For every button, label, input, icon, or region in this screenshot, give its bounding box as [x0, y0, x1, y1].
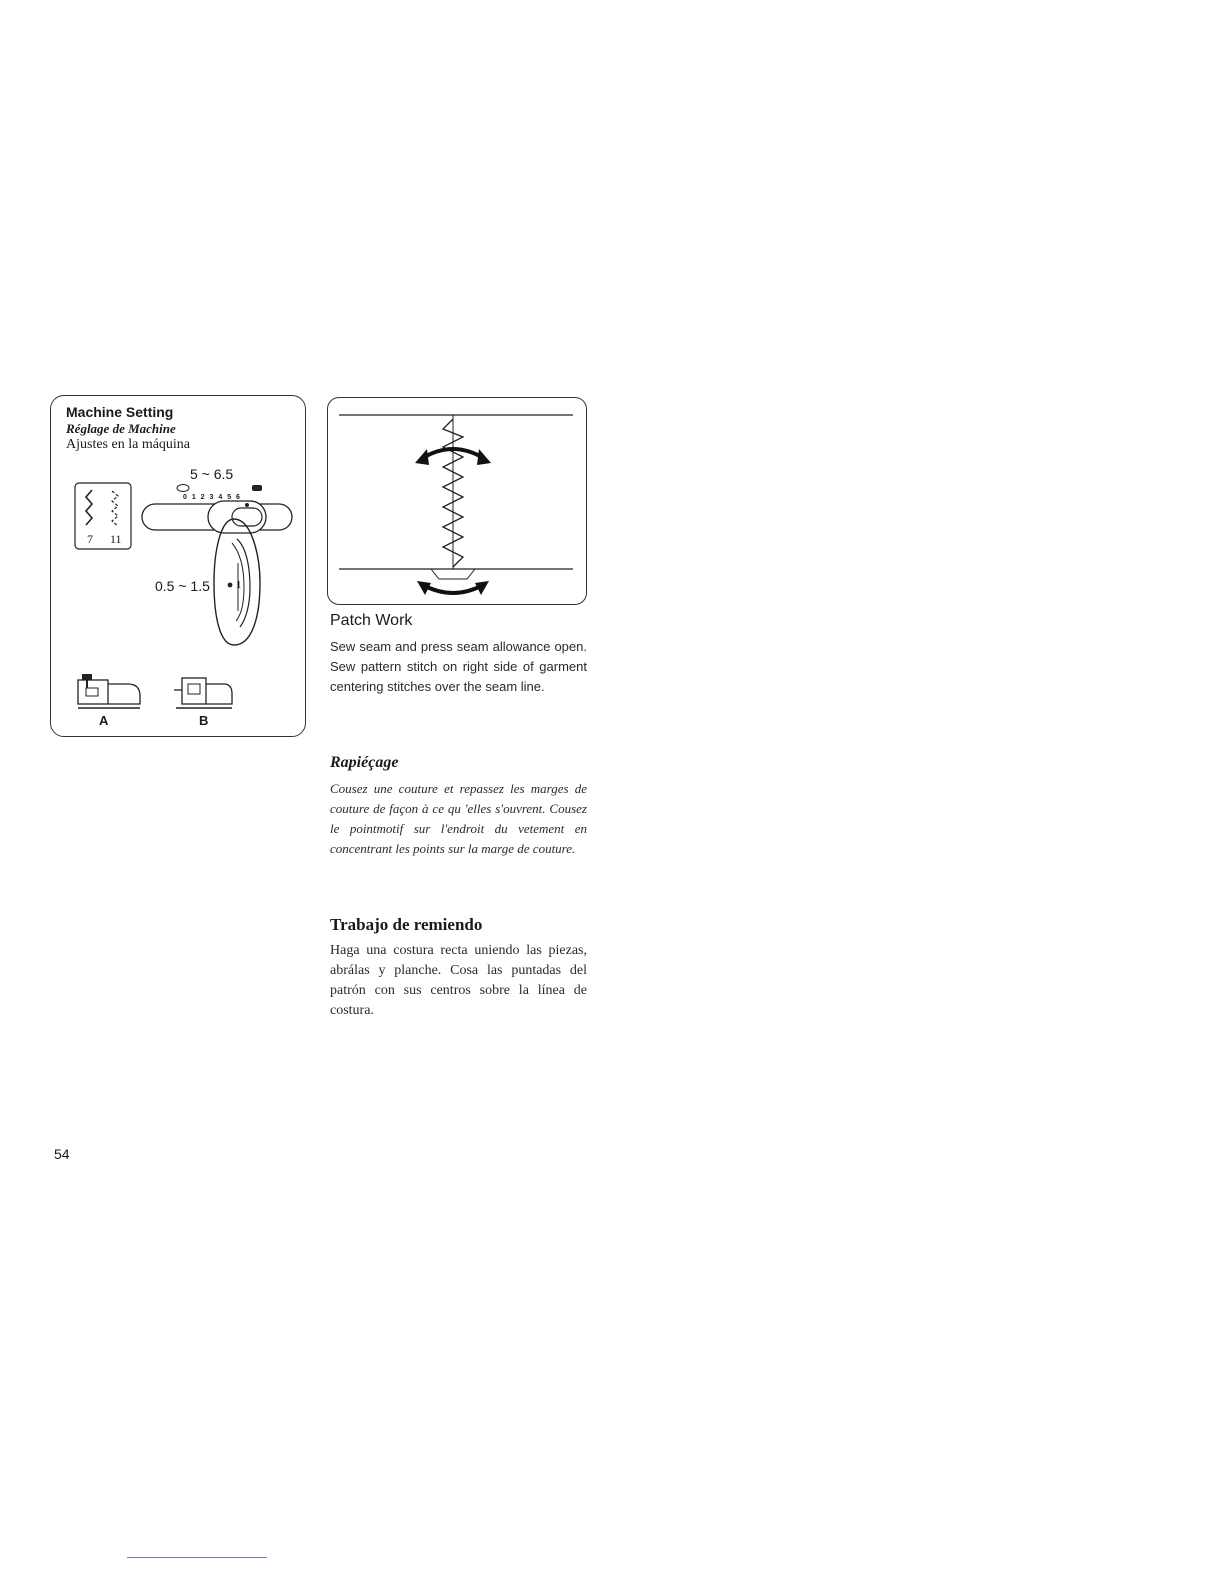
stitch-width-scale: 0 1 2 3 4 5 6: [183, 494, 242, 501]
presser-foot-a-label: A: [99, 713, 109, 728]
patch-work-body-es: Haga una costura recta uniendo las piezas, abrálas y planche. Cosa las puntadas del patrón con sus centros sobre la línea de costura.: [330, 943, 587, 1018]
patch-work-body-en: Sew seam and press seam allowance open. Sew pattern stitch on right side of garment centering stitches over the seam line.: [330, 639, 587, 694]
patch-work-body-fr: Cousez une couture et repassez les marges de couture de façon à ce qu 'elles s'ouvrent. Cousez le pointmotif sur l'endroit du vetement en concentrant les points sur la marge de couture.: [330, 781, 587, 856]
stitch-length-range: 0.5 ~ 1.5: [155, 578, 210, 594]
machine-setting-title-en: Machine Setting: [66, 404, 174, 420]
stitch-width-range: 5 ~ 6.5: [190, 466, 234, 482]
patch-work-heading-fr: Rapiéçage: [330, 754, 399, 771]
presser-foot-b-label: B: [199, 713, 209, 728]
patch-work-heading-es: Trabajo de remiendo: [330, 915, 483, 934]
machine-setting-title-fr: Réglage de Machine: [66, 421, 176, 436]
stitch-length-dial-mark: 1: [236, 579, 242, 591]
machine-setting-title-es: Ajustes en la máquina: [66, 437, 191, 452]
patch-work-heading-en: Patch Work: [330, 612, 413, 629]
patch-work-illustration: [327, 397, 585, 603]
pattern-number-11: 11: [110, 532, 122, 546]
pattern-number-7: 7: [87, 532, 93, 546]
presser-foot-a-icon: [76, 666, 144, 710]
presser-foot-b-icon: [172, 672, 236, 710]
pattern-selection-illustration: [74, 482, 132, 550]
footer-rule: [127, 1557, 267, 1558]
page-number: 54: [54, 1146, 70, 1162]
